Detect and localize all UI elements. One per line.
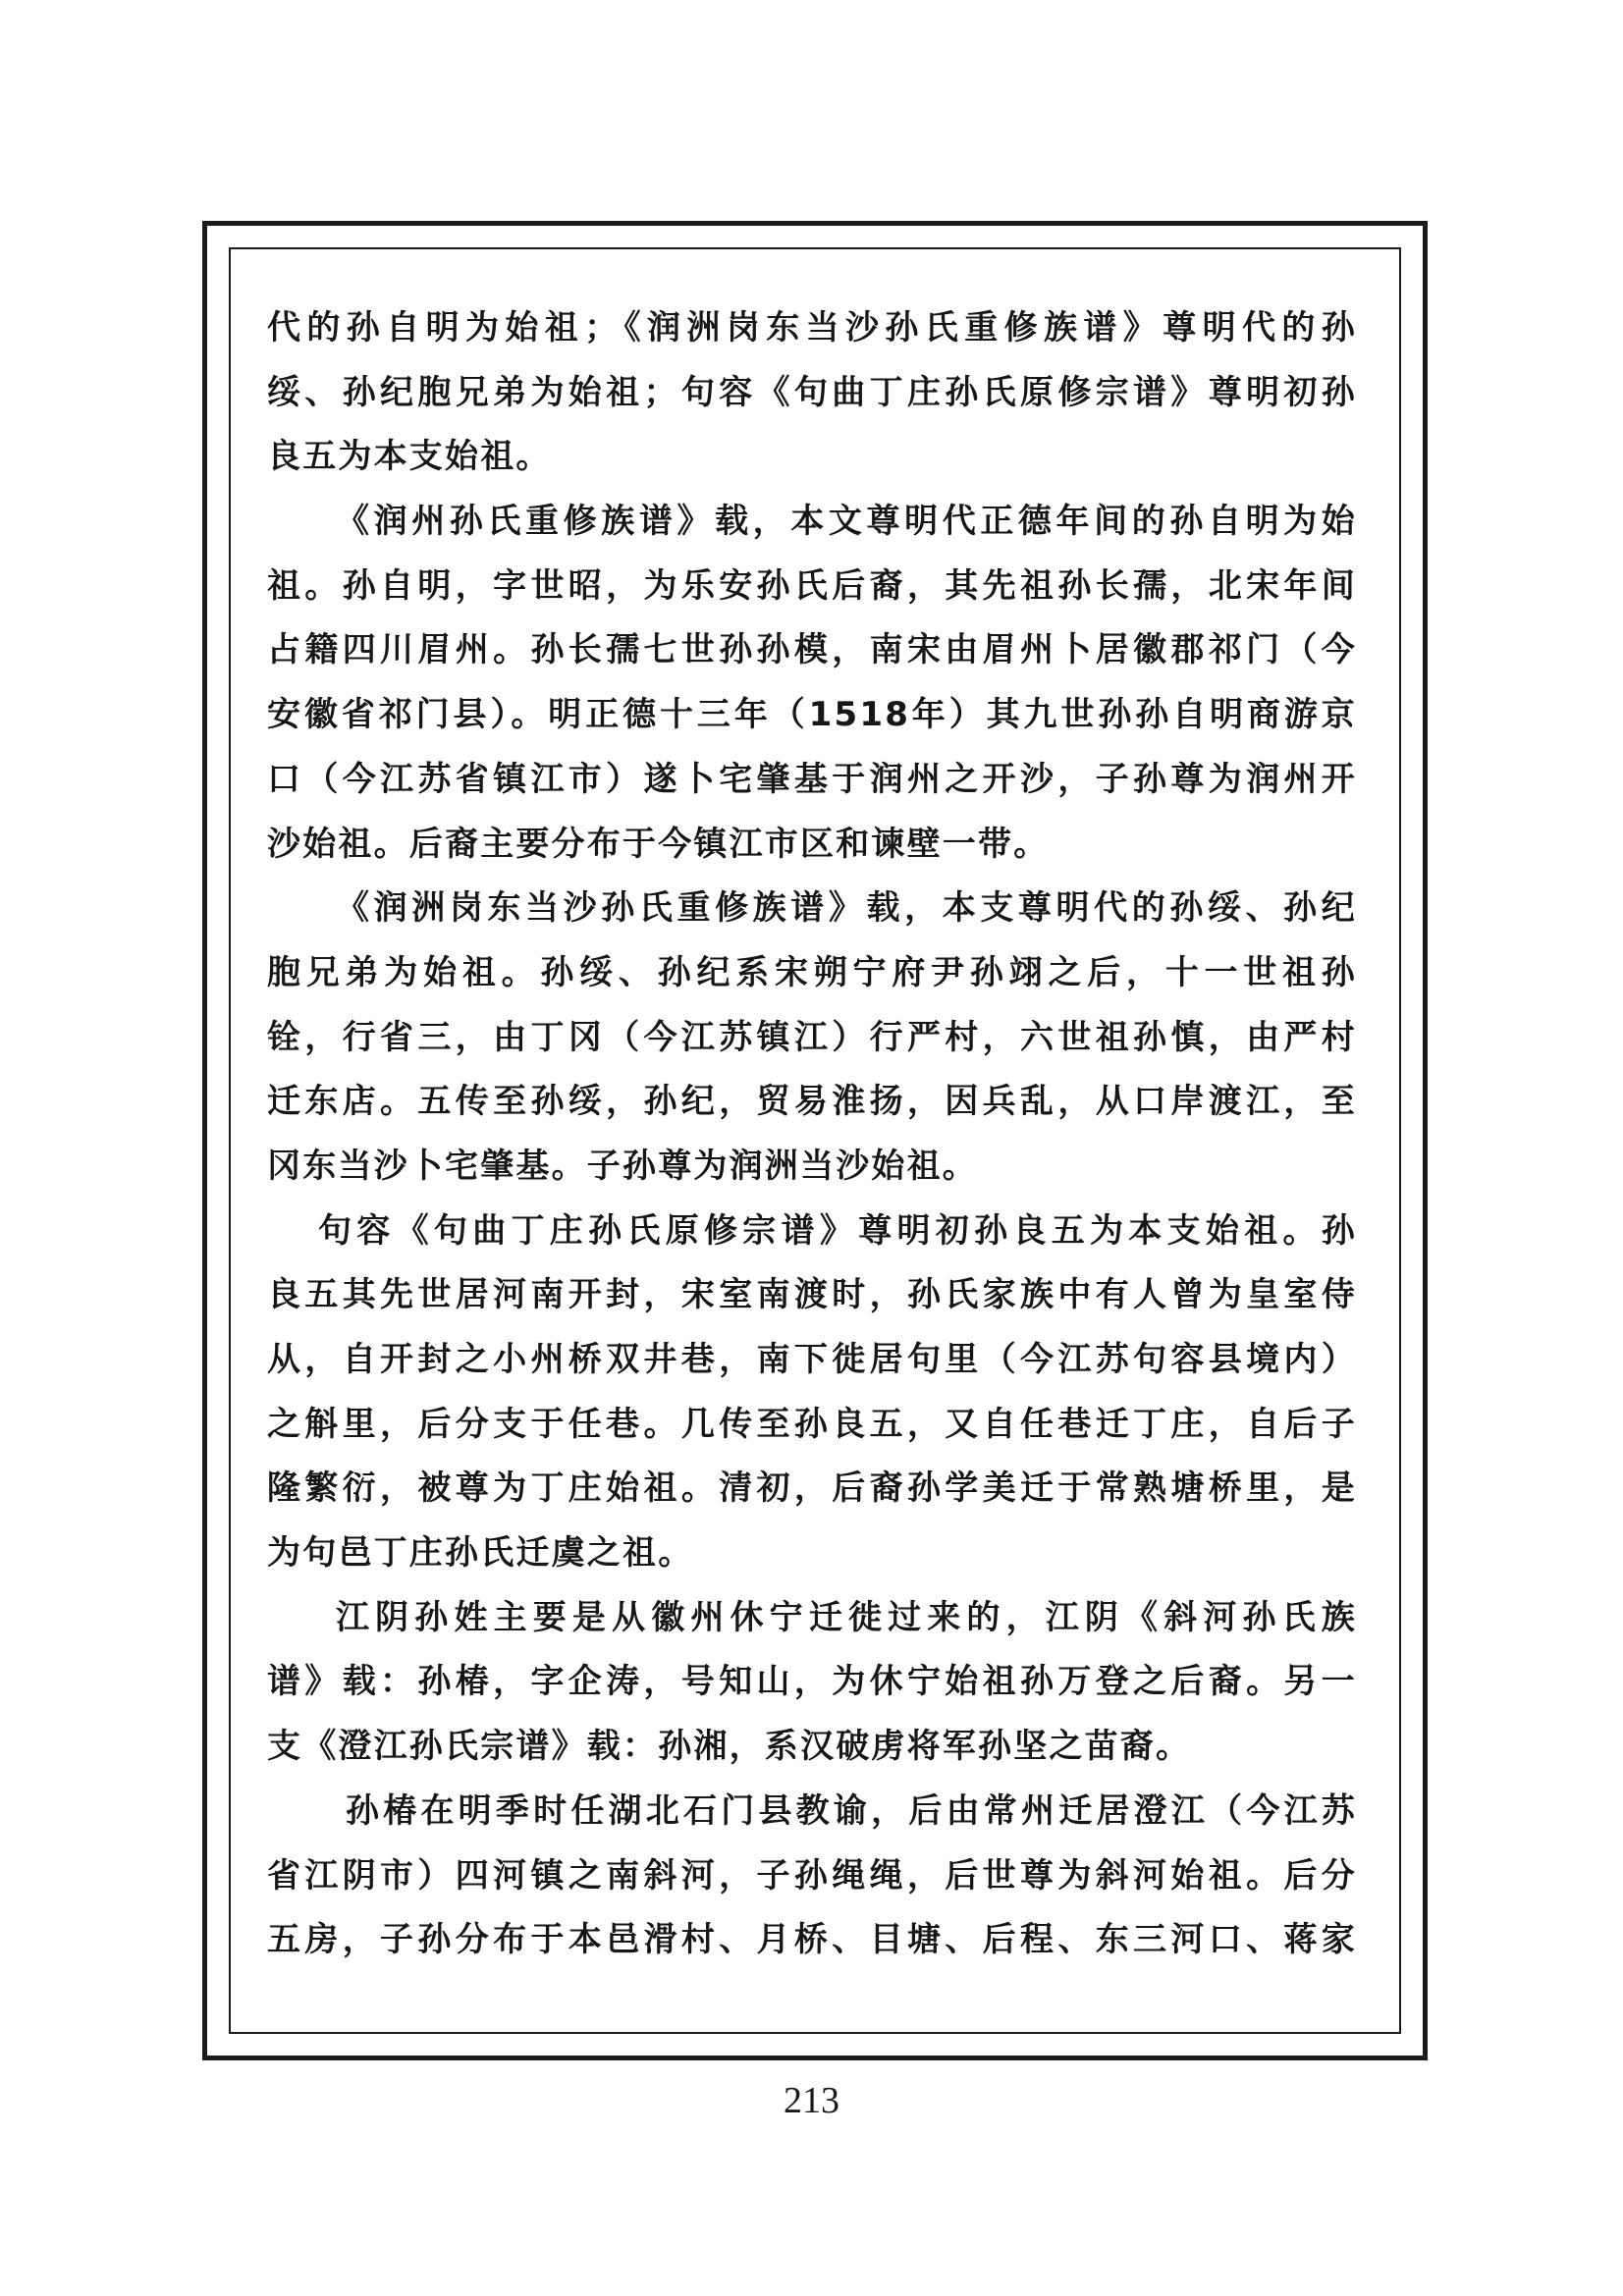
paragraph-jurong xyxy=(267,1200,1357,1586)
text-line: 五房，子孙分布于本邑滑村、月桥、目塘、后程、东三河口、蒋家 xyxy=(267,1920,1357,1960)
paragraph-jiangyin xyxy=(267,1586,1357,1780)
text-line: 省江阴市）四河镇之南斜河，子孙绳绳，后世尊为斜河始祖。后分 xyxy=(267,1855,1357,1896)
text-line: 《润州孙氏重修族谱》载，本文尊明代正德年间的孙自明为始 xyxy=(336,502,1357,542)
text-line: 安徽省祁门县）。明正德十三年（1518年）其九世孙孙自明商游京 xyxy=(267,695,1357,735)
text-line: 沙始祖。后裔主要分布于今镇江市区和谏壁一带。 xyxy=(267,824,1050,864)
paragraph-gangdong xyxy=(267,877,1357,1199)
text-line: 良五其先世居河南开封，宋室南渡时，孙氏家族中有人曾为皇室侍 xyxy=(267,1275,1357,1315)
text-line: 孙椿在明季时任湖北石门县教谕，后由常州迁居澄江（今江苏 xyxy=(346,1790,1357,1831)
text-line: 祖。孙自明，字世昭，为乐安孙氏后裔，其先祖孙长孺，北宋年间 xyxy=(267,565,1357,606)
text-line: 铨，行省三，由丁冈（今江苏镇江）行严村，六世祖孙慎，由严村 xyxy=(267,1017,1357,1057)
text-line: 《润洲岗东当沙孙氏重修族谱》载，本支尊明代的孙绥、孙纪 xyxy=(336,888,1357,929)
text-line: 口（今江苏省镇江市）遂卜宅肇基于润州之开沙，子孙尊为润州开 xyxy=(267,759,1357,799)
text-line: 冈东当沙卜宅肇基。子孙尊为润洲当沙始祖。 xyxy=(267,1146,978,1186)
text-line: 之斛里，后分支于任巷。几传至孙良五，又自任巷迁丁庄，自后子 xyxy=(267,1404,1357,1444)
text-line: 绥、孙纪胞兄弟为始祖；句容《句曲丁庄孙氏原修宗谱》尊明初孙 xyxy=(267,372,1357,412)
text-line: 占籍四川眉州。孙长孺七世孙孙模，南宋由眉州卜居徽郡祁门（今 xyxy=(267,630,1357,670)
paragraph-sunchun xyxy=(267,1780,1357,1973)
page-number: 213 xyxy=(784,2080,839,2121)
text-line: 良五为本支始祖。 xyxy=(267,437,552,477)
body-text xyxy=(267,296,1357,1973)
paragraph-continuation xyxy=(267,296,1357,490)
text-line: 从，自开封之小州桥双井巷，南下徙居句里（今江苏句容县境内） xyxy=(267,1340,1357,1379)
text-line: 谱》载：孙椿，字企涛，号知山，为休宁始祖孙万登之后裔。另一 xyxy=(267,1662,1357,1702)
paragraph-runzhou xyxy=(267,490,1357,877)
text-line: 胞兄弟为始祖。孙绥、孙纪系宋朔宁府尹孙翊之后，十一世祖孙 xyxy=(267,952,1357,992)
text-line: 江阴孙姓主要是从徽州休宁迁徙过来的，江阴《斜河孙氏族 xyxy=(336,1597,1357,1637)
text-line: 迁东店。五传至孙绥，孙纪，贸易淮扬，因兵乱，从口岸渡江，至 xyxy=(267,1082,1357,1122)
text-line: 句容《句曲丁庄孙氏原修宗谱》尊明初孙良五为本支始祖。孙 xyxy=(318,1210,1357,1251)
text-line: 代的孙自明为始祖；《润洲岗东当沙孙氏重修族谱》尊明代的孙 xyxy=(267,308,1357,347)
text-line: 为句邑丁庄孙氏迁虞之祖。 xyxy=(267,1533,694,1574)
text-line: 隆繁衍，被尊为丁庄始祖。清初，后裔孙学美迁于常熟塘桥里，是 xyxy=(267,1468,1357,1509)
text-line: 支《澄江孙氏宗谱》载：孙湘，系汉破虏将军孙坚之苗裔。 xyxy=(267,1727,1192,1767)
